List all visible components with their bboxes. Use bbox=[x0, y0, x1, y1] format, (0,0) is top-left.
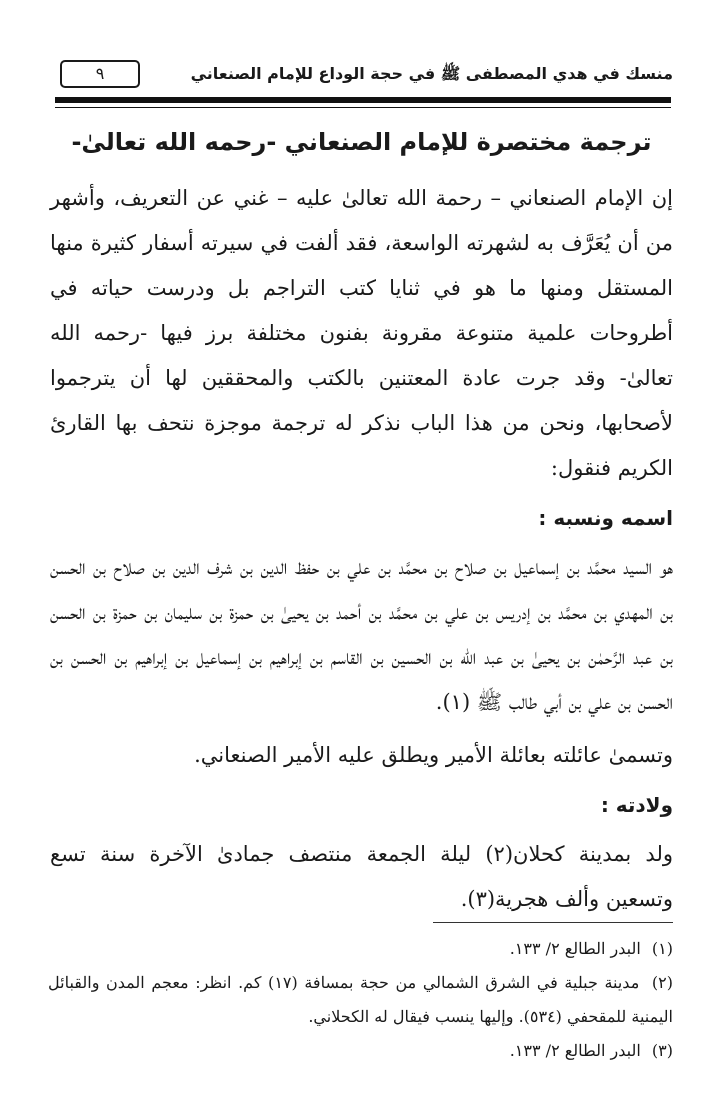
footnote-separator bbox=[433, 922, 673, 923]
family-paragraph: وتسمىٰ عائلته بعائلة الأمير ويطلق عليه الأمير الصنعاني. bbox=[194, 743, 673, 767]
header-rule-thin bbox=[55, 107, 671, 108]
birth-section-heading: ولادته : bbox=[600, 793, 673, 817]
main-content bbox=[50, 122, 673, 922]
header-rule-thick bbox=[55, 97, 671, 103]
running-header-title: منسك في هدي المصطفى ﷺ في حجة الوداع للإمام الصنعاني bbox=[190, 64, 673, 83]
lineage-paragraph: هو السيد محمَّد بن إسماعيل بن صلاح بن محمَّد بن علي بن حفظ الدين بن شرف الدين بن صلاح بن الحسن بن المهدي بن محمَّد بن إدريس بن علي بن محمَّد بن أحمد بن يحيىٰ بن حمزة بن سليمان بن حمزة بن الحسن بن عبد الرَّحمٰن بن يحيىٰ بن عبد الله بن الحسين بن القاسم بن إبراهيم بن إسماعيل بن إبراهيم بن الحسن بن الحسن بن علي بن أبي طالب ﷺ (١). bbox=[50, 555, 673, 714]
footnote-text: البدر الطالع ٢/ ١٣٣. bbox=[509, 939, 641, 958]
footnote-number: (١) bbox=[651, 939, 673, 958]
footnote-number: (٣) bbox=[651, 1041, 673, 1060]
page-number: ٩ bbox=[60, 60, 140, 88]
footnote-1 bbox=[48, 932, 673, 966]
footnote-text: مدينة جبلية في الشرق الشمالي من حجة بمسافة (١٧) كم. انظر: معجم المدن والقبائل اليمنية للمقحفي (٥٣٤). وإليها ينسب فيقال له الكحلاني. bbox=[48, 973, 673, 1026]
running-header bbox=[40, 56, 673, 92]
footnotes bbox=[48, 932, 673, 1068]
footnote-2 bbox=[48, 966, 673, 1034]
section-heading: ترجمة مختصرة للإمام الصنعاني -رحمه الله تعالىٰ- bbox=[71, 128, 652, 156]
spacer bbox=[50, 725, 673, 733]
footnote-number: (٢) bbox=[651, 973, 673, 992]
birth-paragraph: ولد بمدينة كحلان(٢) ليلة الجمعة منتصف جمادىٰ الآخرة سنة تسع وتسعين وألف هجرية(٣). bbox=[50, 842, 673, 911]
footnote-3 bbox=[48, 1034, 673, 1068]
intro-paragraph: إن الإمام الصنعاني – رحمة الله تعالىٰ عليه – غني عن التعريف، وأشهر من أن يُعَرَّف به لشهرته الواسعة، فقد ألفت في سيرته أسفار كثيرة منها المستقل ومنها ما هو في ثنايا كتب التراجم بل ودرست حياته في أطروحات علمية متنوعة مقرونة بفنون مختلفة برز فيها -رحمه الله تعالىٰ- وقد جرت عادة المعتنين بالكتب والمحققين لها أن يترجموا لأصحابها، ونحن من هذا الباب نذكر له ترجمة موجزة نتحف بها القارئ الكريم فنقول: bbox=[50, 186, 673, 480]
name-section-heading: اسمه ونسبه : bbox=[538, 506, 673, 530]
footnote-text: البدر الطالع ٢/ ١٣٣. bbox=[509, 1041, 641, 1060]
